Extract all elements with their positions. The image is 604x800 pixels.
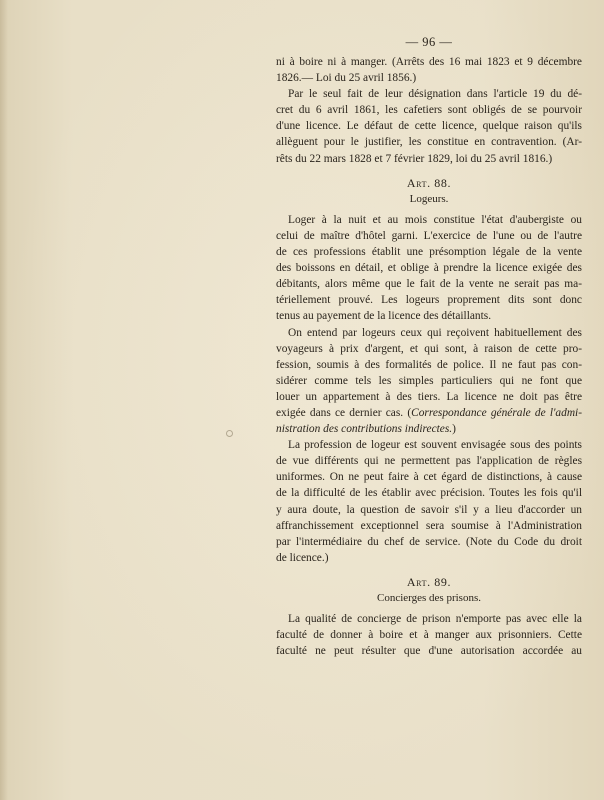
text-line: cret du 6 avril 1861, les cafetiers sont obligés de se pourvoir [276,104,582,117]
text-line: Loger à la nuit et au mois constitue l'état d'aubergiste ou [288,213,582,226]
text-line: débitants, alors même que le fait de la vente ne serait pas ma- [276,278,582,291]
paragraph [276,212,582,325]
paragraph [276,325,582,438]
text-line: par l'intermédiaire du chef de service. (Note du Code du droit [276,535,582,548]
text-line: On entend par logeurs ceux qui reçoivent habituellement des [288,326,582,339]
text-line: La qualité de concierge de prison n'emporte pas avec elle la [288,613,582,626]
text-line: de la difficulté de les établir avec précision. Toutes les fois qu'il [276,487,582,500]
article-subtitle: Concierges des prisons. [377,592,481,604]
text-line: rêts du 22 mars 1828 et 7 février 1829, loi du 25 avril 1816.) [276,152,553,165]
text-line: de ces professions établit une présomption légale de la vente [276,246,582,259]
text-line: sidérer comme tels les simples particuliers qui ne font que [276,374,582,387]
text-line: tériellement prouvé. Les logeurs proprement dits sont donc [276,294,582,307]
text-line: uniformes. On ne peut faire à cet égard de distinctions, à cause [276,471,582,484]
text-line: 1826.— Loi du 25 avril 1856.) [276,72,417,85]
text-line: fession, soumis à des formalités de police. Il ne faut pas con- [276,358,582,371]
paragraph [276,437,582,566]
text-line: allèguent pour le justifier, les constitue en contravention. (Ar- [276,136,582,149]
article-heading: Art. 88. [406,175,452,190]
paper-speck [226,430,233,437]
text-line: louer un appartement à des tiers. La licence ne doit pas être [276,390,582,403]
text-line: de licence.) [276,551,329,564]
paragraph [276,54,582,86]
paragraph [276,611,582,659]
text-line: faculté de donner à boire et à manger aux prisonniers. Cette [276,629,582,642]
page-number: — 96 — [405,35,453,49]
text-line: tenus au payement de la licence des détaillants. [276,310,492,323]
text-line: celui de maître d'hôtel garni. L'exercice de l'une ou de l'autre [276,229,582,242]
text-line: Par le seul fait de leur désignation dans l'article 19 du dé- [288,88,582,101]
text-line: d'une licence. Le défaut de cette licence, quelque raison qu'ils [276,120,582,133]
text-line: La profession de logeur est souvent envisagée sous des points [288,439,582,452]
paragraph [276,86,582,166]
text-line: affranchissement exceptionnel sera soumise à l'Administration [276,519,582,532]
text-line: des boissons en détail, et oblige à prendre la licence exigée des [276,262,582,275]
text-line: nistration des contributions indirectes.) [276,423,456,436]
text-line: exigée dans ce dernier cas. (Correspondance générale de l'admi- [276,406,582,419]
page-gutter-shadow [0,0,8,800]
text-line: faculté ne peut résulter que d'une autorisation accordée au [276,645,582,658]
body-text [276,34,582,659]
text-line: y aura doute, la question de savoir s'il y a lieu d'accorder un [276,503,582,516]
text-line: voyageurs à prix d'argent, et qui sont, à raison de cette pro- [276,342,582,355]
text-line: de vue différents qui ne permettent pas l'application de règles [276,455,582,468]
article-subtitle: Logeurs. [409,192,449,205]
text-line: ni à boire ni à manger. (Arrêts des 16 mai 1823 et 9 décembre [276,56,582,68]
article-heading: Art. 89. [406,574,452,589]
